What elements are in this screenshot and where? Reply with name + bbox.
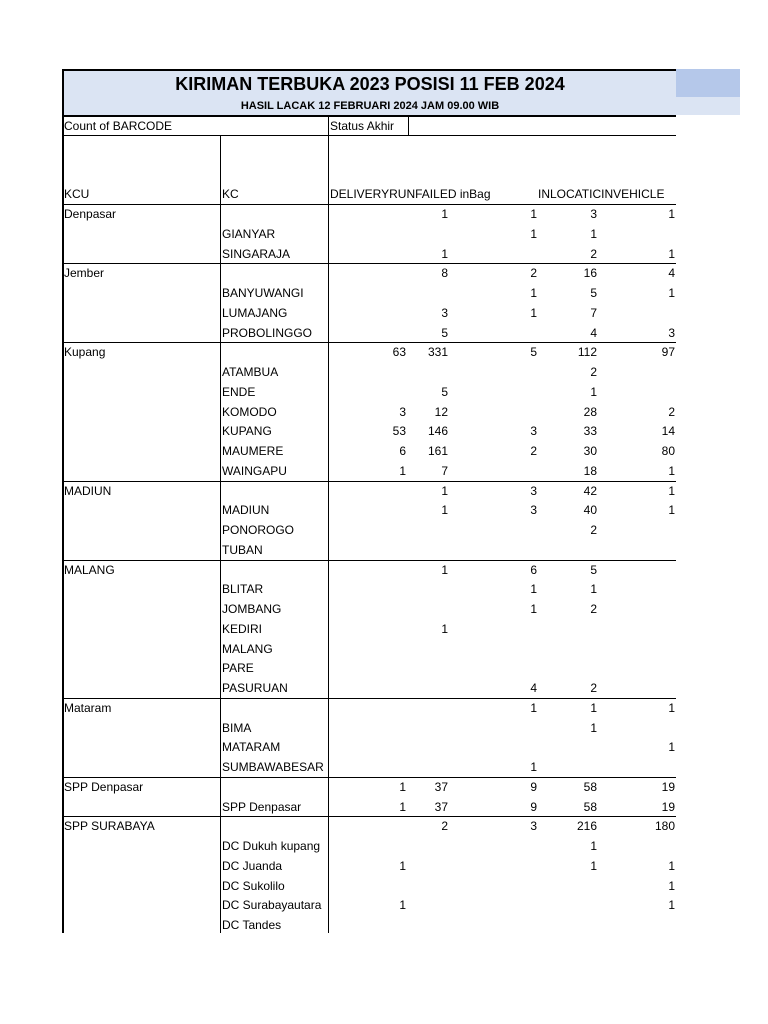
kc-cell: MALANG (222, 641, 273, 656)
kc-cell: PARE (222, 661, 254, 676)
kc-cell: PONOROGO (222, 523, 295, 537)
value-cell-c1: 3 (399, 404, 406, 419)
value-cell-c5: 2 (668, 404, 675, 419)
grid-hline (62, 115, 676, 117)
value-cell-c4: 58 (583, 799, 597, 814)
kc-cell: KEDIRI (222, 621, 263, 636)
value-cell-c2: 3 (441, 305, 448, 320)
grid-hline (62, 560, 676, 561)
value-cell-c3: 4 (530, 681, 537, 695)
kcu-cell: MALANG (64, 562, 115, 577)
value-cell-c4: 1 (590, 858, 597, 873)
value-cell-c4: 1 (590, 582, 597, 597)
kcu-cell: MADIUN (64, 483, 112, 498)
value-cell-c2: 1 (441, 503, 448, 518)
grid-vline (328, 135, 329, 933)
value-cell-c4: 2 (590, 602, 597, 616)
value-cell-c4: 3 (590, 207, 597, 221)
grid-hline (62, 135, 676, 136)
value-cell-c1: 1 (399, 799, 406, 814)
value-cell-c1: 1 (399, 779, 406, 794)
value-cell-c5: 19 (661, 799, 675, 814)
value-cell-c2: 1 (441, 246, 448, 261)
kc-cell: LUMAJANG (222, 305, 288, 320)
value-cell-c4: 28 (583, 404, 597, 419)
kc-cell: SUMBAWABESAR (222, 760, 324, 774)
value-cell-c1: 6 (399, 444, 406, 458)
value-cell-c4: 1 (590, 720, 597, 735)
header-kc: KC (222, 187, 239, 201)
value-cell-c5: 1 (668, 700, 675, 715)
value-cell-c2: 1 (441, 207, 448, 221)
subtitle-fill-extension (676, 97, 740, 115)
value-cell-c5: 1 (668, 286, 675, 300)
kc-cell: DC Tandes (222, 918, 282, 932)
value-cell-c4: 16 (583, 266, 597, 281)
value-cell-c4: 2 (590, 246, 597, 261)
value-cell-c2: 146 (427, 424, 448, 439)
value-cell-c4: 1 (590, 226, 597, 241)
value-cell-c4: 7 (590, 305, 597, 320)
value-cell-c3: 1 (530, 602, 537, 616)
value-cell-c4: 216 (576, 819, 597, 834)
value-cell-c4: 40 (583, 503, 597, 518)
grid-hline (62, 342, 676, 343)
value-cell-c5: 180 (654, 819, 675, 834)
kc-cell: DC Dukuh kupang (222, 839, 321, 853)
value-cell-c3: 5 (530, 345, 537, 360)
value-cell-c5: 1 (668, 463, 675, 478)
value-cell-c2: 5 (441, 384, 448, 399)
kcu-cell: Mataram (64, 700, 112, 715)
grid-vline (328, 116, 329, 135)
kc-cell: BLITAR (222, 582, 264, 597)
value-cell-c1: 63 (392, 345, 406, 360)
value-cell-c4: 5 (590, 562, 597, 577)
kc-cell: KOMODO (222, 404, 277, 419)
kc-cell: ENDE (222, 384, 256, 399)
header-status-columns: DELIVERYRUNFAILED inBag (330, 187, 491, 201)
value-cell-c3: 1 (530, 760, 537, 774)
kc-cell: ATAMBUA (222, 365, 279, 379)
grid-hline (62, 204, 676, 205)
value-cell-c5: 1 (668, 878, 675, 893)
grid-vline (62, 69, 64, 933)
kc-cell: SINGARAJA (222, 246, 291, 261)
value-cell-c1: 53 (392, 424, 406, 439)
kcu-cell: Jember (64, 266, 105, 281)
kc-cell: WAINGAPU (222, 463, 287, 478)
value-cell-c2: 1 (441, 483, 448, 498)
value-cell-c4: 58 (583, 779, 597, 794)
value-cell-c4: 18 (583, 463, 597, 478)
value-cell-c5: 1 (668, 858, 675, 873)
value-cell-c2: 5 (441, 325, 448, 340)
value-cell-c2: 37 (434, 799, 448, 814)
value-cell-c4: 2 (590, 523, 597, 537)
value-cell-c3: 3 (530, 503, 537, 518)
value-cell-c4: 112 (577, 345, 597, 360)
value-cell-c2: 1 (441, 621, 448, 636)
kc-cell: GIANYAR (222, 226, 276, 241)
value-cell-c3: 1 (530, 226, 537, 241)
value-cell-c3: 1 (530, 207, 537, 221)
value-cell-c3: 1 (530, 582, 537, 597)
value-cell-c5: 4 (668, 266, 675, 281)
value-cell-c5: 1 (668, 207, 675, 221)
kc-cell: DC Sukolilo (222, 878, 285, 893)
grid-hline (62, 481, 676, 482)
kc-cell: MAUMERE (222, 444, 284, 458)
value-cell-c4: 1 (590, 839, 597, 853)
report-subtitle: HASIL LACAK 12 FEBRUARI 2024 JAM 09.00 WIB (62, 97, 676, 115)
kcu-cell: Denpasar (64, 207, 117, 221)
kc-cell: DC Juanda (222, 858, 283, 873)
value-cell-c4: 42 (583, 483, 597, 498)
value-cell-c4: 5 (590, 286, 597, 300)
value-cell-c5: 80 (661, 444, 675, 458)
grid-hline (62, 263, 676, 264)
grid-vline (220, 135, 221, 933)
kcu-cell: SPP SURABAYA (64, 819, 155, 834)
value-cell-c3: 9 (530, 799, 537, 814)
value-cell-c5: 1 (668, 483, 675, 498)
value-cell-c4: 2 (590, 365, 597, 379)
value-cell-c2: 8 (441, 266, 448, 281)
value-cell-c4: 2 (590, 681, 597, 695)
value-cell-c2: 161 (427, 444, 448, 458)
value-cell-c5: 1 (668, 740, 675, 755)
value-cell-c4: 33 (583, 424, 597, 439)
value-cell-c4: 30 (583, 444, 597, 458)
value-cell-c2: 12 (434, 404, 448, 419)
grid-hline (62, 777, 676, 778)
value-cell-c3: 2 (530, 266, 537, 281)
value-cell-c3: 3 (530, 424, 537, 439)
grid-vline (408, 116, 409, 135)
value-cell-c2: 7 (441, 463, 448, 478)
grid-hline (62, 698, 676, 699)
kc-cell: JOMBANG (222, 602, 282, 616)
value-cell-c2: 1 (441, 562, 448, 577)
title-fill-extension (676, 69, 740, 97)
grid-hline (62, 816, 676, 817)
kc-cell: PROBOLINGGO (222, 325, 313, 340)
kc-cell: TUBAN (222, 542, 263, 557)
value-cell-c1: 1 (399, 858, 406, 873)
kc-cell: KUPANG (222, 424, 272, 439)
value-cell-c3: 6 (530, 562, 537, 577)
value-cell-c2: 331 (427, 345, 448, 360)
header-location-columns: INLOCATICINVEHICLE (538, 187, 665, 201)
value-cell-c5: 3 (668, 325, 675, 340)
value-cell-c4: 1 (590, 384, 597, 399)
value-cell-c3: 3 (530, 483, 537, 498)
value-cell-c5: 1 (668, 503, 675, 518)
value-cell-c3: 1 (530, 286, 537, 300)
value-cell-c3: 2 (530, 444, 537, 458)
kc-cell: MATARAM (222, 740, 281, 755)
kc-cell: SPP Denpasar (222, 799, 302, 814)
count-label: Count of BARCODE (64, 119, 173, 133)
value-cell-c2: 2 (441, 819, 448, 834)
value-cell-c5: 14 (661, 424, 675, 439)
kc-cell: BIMA (222, 720, 252, 735)
value-cell-c5: 1 (668, 246, 675, 261)
kcu-cell: Kupang (64, 345, 106, 360)
value-cell-c5: 19 (661, 779, 675, 794)
value-cell-c3: 3 (530, 819, 537, 834)
report-title: KIRIMAN TERBUKA 2023 POSISI 11 FEB 2024 (62, 69, 676, 97)
value-cell-c4: 4 (590, 325, 597, 340)
value-cell-c5: 1 (668, 898, 675, 913)
header-kcu: KCU (64, 187, 90, 201)
kcu-cell: SPP Denpasar (64, 779, 144, 794)
value-cell-c3: 1 (530, 305, 537, 320)
status-label: Status Akhir (330, 119, 395, 133)
value-cell-c2: 37 (434, 779, 448, 794)
value-cell-c1: 1 (399, 898, 406, 913)
value-cell-c3: 9 (530, 779, 537, 794)
kc-cell: PASURUAN (222, 681, 288, 695)
kc-cell: BANYUWANGI (222, 286, 304, 300)
kc-cell: DC Surabayautara (222, 898, 322, 913)
value-cell-c4: 1 (590, 700, 597, 715)
value-cell-c3: 1 (530, 700, 537, 715)
value-cell-c5: 97 (661, 345, 675, 360)
value-cell-c1: 1 (399, 463, 406, 478)
kc-cell: MADIUN (222, 503, 270, 518)
